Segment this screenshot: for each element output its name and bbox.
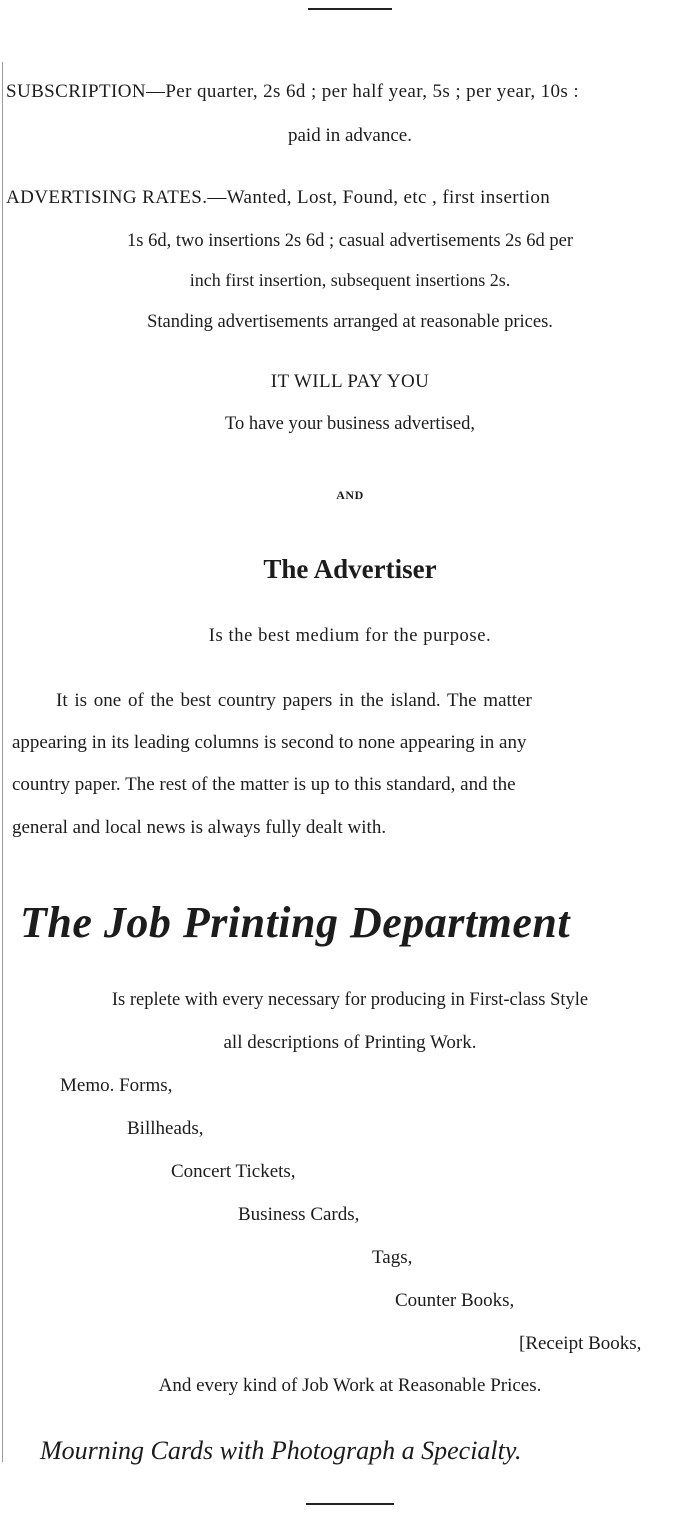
job-item-concert-tickets: Concert Tickets, — [171, 1161, 296, 1182]
advertising-rates-line-4: Standing advertisements arranged at reasonable prices. — [147, 312, 553, 332]
mourning-cards-specialty: Mourning Cards with Photograph a Specialty. — [40, 1436, 522, 1465]
job-item-business-cards: Business Cards, — [238, 1204, 360, 1225]
advertising-rates-line-2: 1s 6d, two insertions 2s 6d ; casual advertisements 2s 6d per — [127, 231, 573, 251]
job-item-memo-forms: Memo. Forms, — [60, 1075, 173, 1096]
subscription-line-2: paid in advance. — [288, 125, 412, 146]
description-line-1: It is one of the best country papers in the island. The matter — [56, 690, 532, 711]
advertising-rates-line-1: ADVERTISING RATES.—Wanted, Lost, Found, etc , first insertion — [6, 187, 551, 208]
description-line-2: appearing in its leading columns is second to none appearing in any — [12, 732, 527, 753]
job-printing-closing: And every kind of Job Work at Reasonable Prices. — [158, 1375, 542, 1396]
job-item-tags: Tags, — [372, 1247, 413, 1268]
subscription-line-1: SUBSCRIPTION—Per quarter, 2s 6d ; per half year, 5s ; per year, 10s : — [6, 81, 580, 102]
top-divider-rule — [308, 8, 392, 10]
bottom-divider-rule — [306, 1503, 394, 1505]
job-item-counter-books: Counter Books, — [395, 1290, 515, 1311]
promo-headline: IT WILL PAY YOU — [270, 371, 430, 392]
advertiser-tagline: Is the best medium for the purpose. — [208, 626, 492, 646]
advertiser-title: The Advertiser — [263, 554, 437, 584]
job-item-billheads: Billheads, — [127, 1118, 204, 1139]
job-printing-intro-2: all descriptions of Printing Work. — [223, 1032, 477, 1053]
job-printing-intro-1: Is replete with every necessary for producing in First-class Style — [111, 990, 589, 1010]
advertising-rates-line-3: inch first insertion, subsequent insertions 2s. — [189, 270, 511, 290]
promo-subline: To have your business advertised, — [225, 414, 475, 434]
job-item-receipt-books: [Receipt Books, — [519, 1333, 642, 1354]
description-line-4: general and local news is always fully dealt with. — [12, 817, 387, 838]
job-printing-title: The Job Printing Department — [20, 898, 571, 947]
description-line-3: country paper. The rest of the matter is up to this standard, and the — [12, 774, 516, 795]
promo-and: AND — [336, 488, 364, 502]
